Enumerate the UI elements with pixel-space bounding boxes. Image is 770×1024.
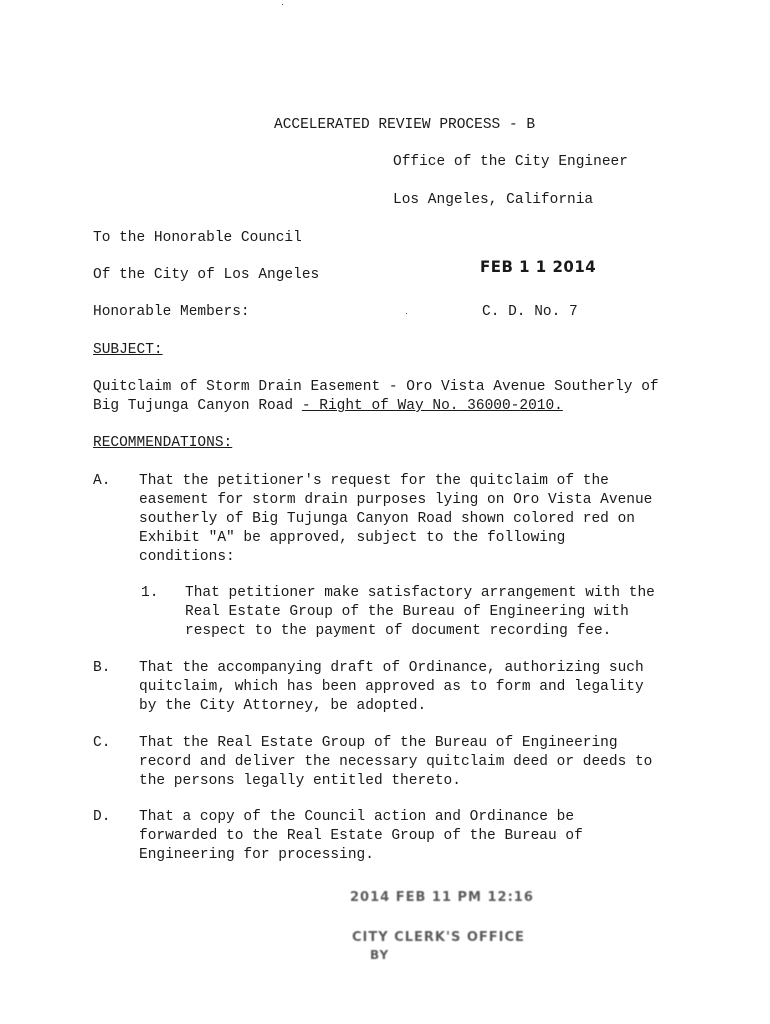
recommendation-text: That a copy of the Council action and Ordinance be forwarded to the Real Estate Group of the Bureau of Engineering for processing. — [139, 809, 583, 863]
date-stamp: FEB 1 1 2014 — [480, 257, 597, 277]
recommendations-heading: RECOMMENDATIONS: — [93, 435, 233, 451]
condition-text: That petitioner make satisfactory arrangement with the Real Estate Group of the Bureau of Engineering with respect to the payment of document recording fee. — [185, 585, 655, 639]
received-stamp-date: 2014 FEB 11 PM 12:16 — [350, 890, 534, 905]
office-name: Office of the City Engineer — [393, 154, 628, 170]
received-stamp-by: BY — [370, 948, 390, 962]
salutation: Honorable Members: — [93, 304, 250, 320]
subject-description: Quitclaim of Storm Drain Easement - Oro Vista Avenue Southerly of Big Tujunga Canyon Road — [93, 379, 659, 414]
scan-speck — [282, 4, 283, 5]
council-district-number: C. D. No. 7 — [482, 304, 578, 320]
subject-text — [93, 378, 693, 416]
subject-heading: SUBJECT: — [93, 342, 163, 358]
document-title: ACCELERATED REVIEW PROCESS - B — [274, 117, 536, 133]
recommendation-letter: C. — [93, 735, 111, 751]
addressee-line-1: To the Honorable Council — [93, 230, 302, 246]
received-stamp-office: CITY CLERK'S OFFICE — [352, 930, 525, 945]
recommendation-text: That the petitioner's request for the quitclaim of the easement for storm drain purposes lying on Oro Vista Avenue southerly of Big Tujunga Canyon Road shown colored red on Exhibit "A" be approved, subject to the following conditions: — [139, 473, 653, 565]
recommendation-text: That the Real Estate Group of the Bureau of Engineering record and deliver the necessary quitclaim deed or deeds to the persons legally entitled thereto. — [139, 735, 653, 789]
recommendation-letter: D. — [93, 809, 111, 825]
recommendation-letter: B. — [93, 660, 111, 676]
right-of-way-reference: - Right of Way No. 36000-2010. — [301, 398, 563, 414]
office-location: Los Angeles, California — [393, 192, 594, 208]
recommendation-letter: A. — [93, 473, 111, 489]
condition-number: 1. — [141, 585, 159, 601]
scan-speck — [406, 313, 407, 314]
recommendation-text: That the accompanying draft of Ordinance, authorizing such quitclaim, which has been approved as to form and legality by the City Attorney, be adopted. — [139, 660, 644, 714]
addressee-line-2: Of the City of Los Angeles — [93, 267, 320, 283]
